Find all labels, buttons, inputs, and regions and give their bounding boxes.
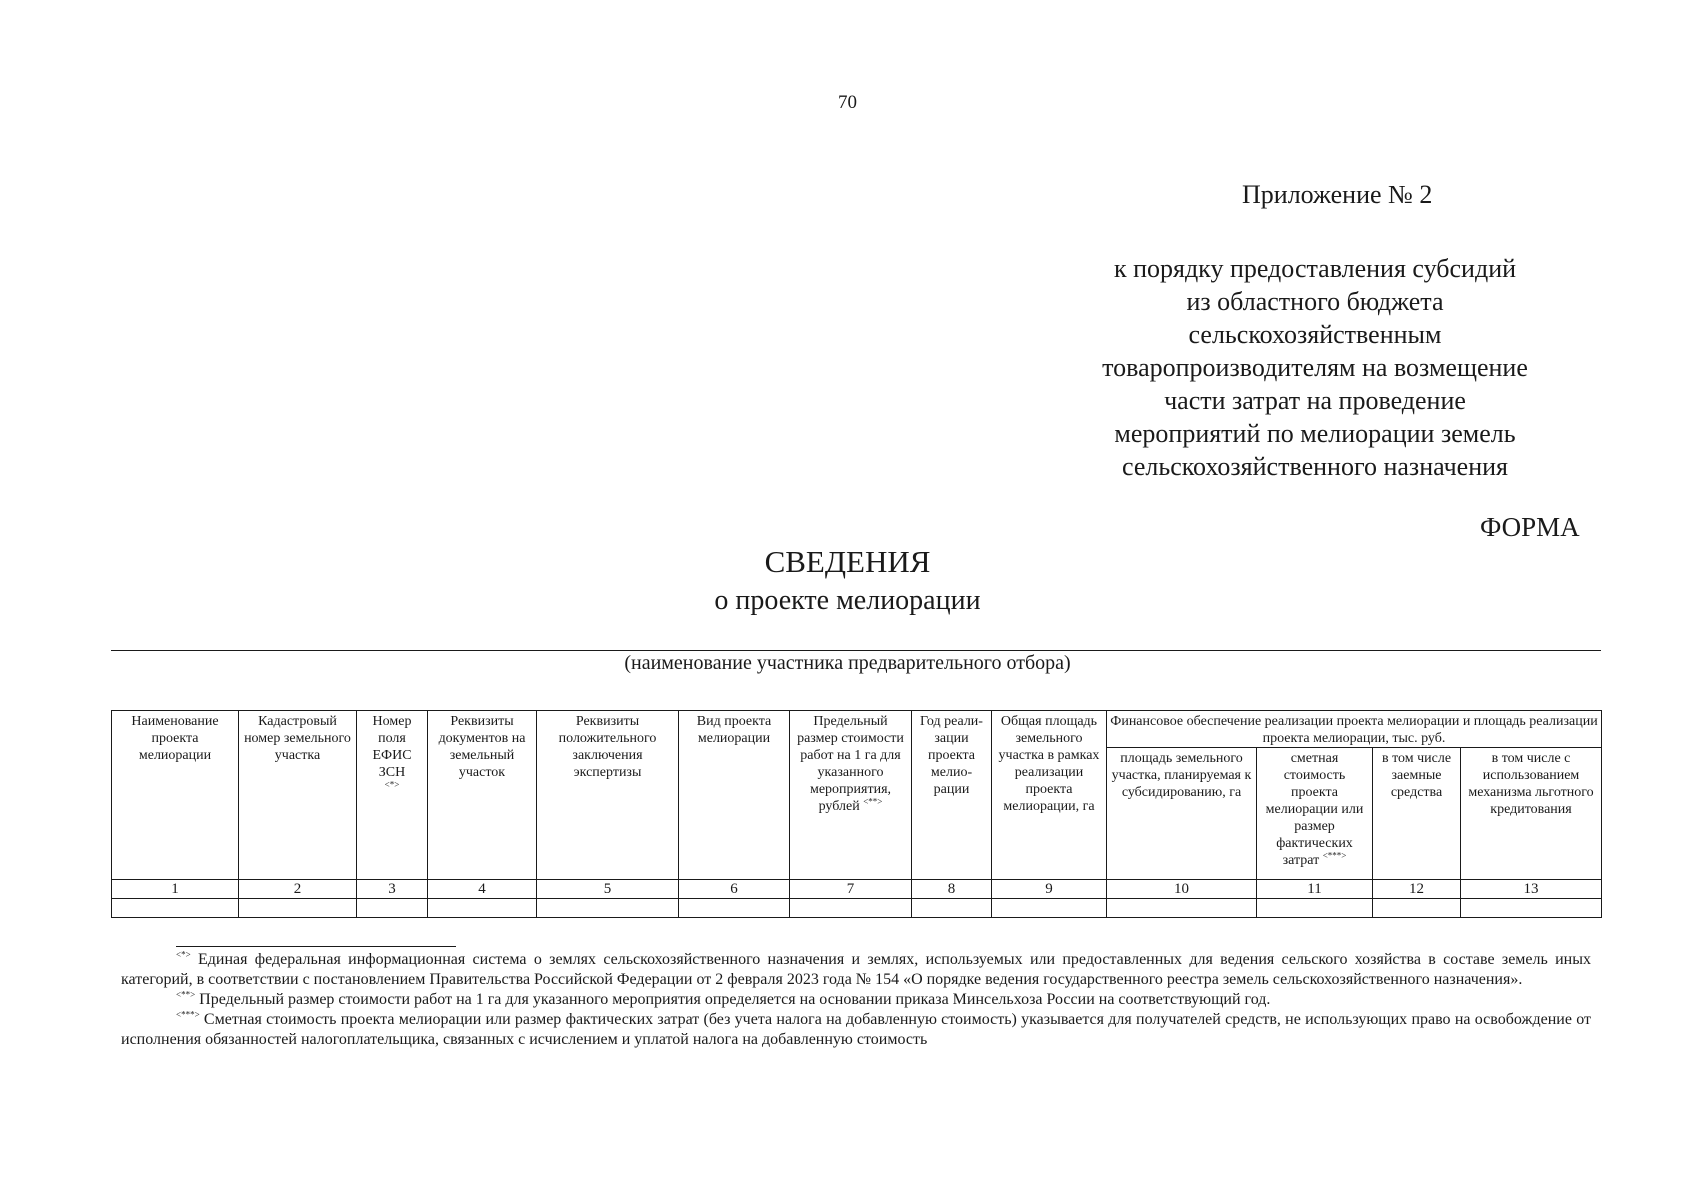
appendix-title: Приложение № 2 [1242,180,1433,209]
column-number: 10 [1107,880,1257,899]
form-label: ФОРМА [1480,512,1580,542]
footnote-3-mark: <***> [176,1009,200,1020]
column-number: 5 [537,880,679,899]
appendix-description-line: товаропроизводителям на возмещение [1102,353,1528,382]
participant-name-line [111,650,1601,651]
document-title: СВЕДЕНИЯ [764,544,931,579]
footnote-2 [121,990,1591,1010]
table-cell [992,899,1107,918]
footnote-2-text: Предельный размер стоимости работ на 1 га для указанного мероприятия определяется на основании приказа Минсельхоза России на соответствующий год. [199,991,1271,1008]
header-preferential-credit: в том числе с использованием механизма льготного кредитования [1461,748,1602,880]
header-max-cost-per-ha-text: Предельный размер стоимости работ на 1 га для указанного мероприятия, рублей [797,714,904,814]
header-cadastral-number: Кадастровый номер земельного участка [239,711,357,880]
table-cell [912,899,992,918]
footnote-separator [176,946,456,947]
column-number: 11 [1257,880,1373,899]
appendix-description-line: части затрат на проведение [1164,386,1466,415]
column-number: 9 [992,880,1107,899]
project-info-table [111,710,1602,918]
header-field-number-text: Номер поля ЕФИС ЗСН [372,714,412,780]
table-cell [1107,899,1257,918]
table-cell [790,899,912,918]
footnote-3 [121,1010,1591,1050]
footnote-ref-2: <**> [863,796,883,807]
table-row-empty [112,899,1602,918]
table-cell [239,899,357,918]
header-estimated-cost-text: сметная стоимость проекта мелиорации или размер фактических затрат [1265,751,1364,868]
footnotes [121,950,1591,1050]
page-number: 70 [838,92,857,113]
appendix-description-line: мероприятий по мелиорации земель [1114,419,1516,448]
header-implementation-year: Год реали-зации проекта мелио-рации [912,711,992,880]
header-project-name: Наименование проекта мелиорации [112,711,239,880]
table-cell [679,899,790,918]
appendix-description-line: сельскохозяйственного назначения [1121,452,1509,481]
footnote-ref-3: <***> [1322,850,1347,861]
table-cell [112,899,239,918]
column-number: 6 [679,880,790,899]
table-cell [1373,899,1461,918]
column-number: 8 [912,880,992,899]
appendix-description-line: сельскохозяйственным [1188,320,1442,349]
table-cell [428,899,537,918]
footnote-1-mark: <*> [176,949,191,960]
table-cell [1461,899,1602,918]
table-cell [1257,899,1373,918]
header-project-type: Вид проекта мелиорации [679,711,790,880]
table-cell [537,899,679,918]
footnote-3-text: Сметная стоимость проекта мелиорации или размер фактических затрат (без учета налога на добавленную стоимость) указывается для получателей средств, не использующих право на освобождение от исполнения обязанностей налогоплательщика, связанных с исчислением и уплатой налога на добавленную стоимость [121,1011,1591,1048]
appendix-description-line: к порядку предоставления субсидий [1113,254,1517,283]
appendix-description-line: из областного бюджета [1186,287,1444,316]
footnote-1-text: Единая федеральная информационная система о землях сельскохозяйственного назначения и землях, используемых или предоставленных для ведения сельского хозяйства в составе земель иных категорий, в соответствии с постановлением Правительства Российской Федерации от 2 февраля 2023 года № 154 «О порядке ведения государственного реестра земель сельскохозяйственного назначения». [121,951,1591,988]
footnote-2-mark: <**> [176,989,196,1000]
header-subsidized-area: площадь земельного участка, планируемая к субсидированию, га [1107,748,1257,880]
participant-caption: (наименование участника предварительного отбора) [624,652,1071,674]
footnote-1 [121,950,1591,990]
header-land-documents: Реквизиты документов на земельный участок [428,711,537,880]
header-expertise-details: Реквизиты положительного заключения экспертизы [537,711,679,880]
column-number: 12 [1373,880,1461,899]
header-field-number [357,711,428,880]
column-number: 13 [1461,880,1602,899]
footnote-ref-1: <*> [384,779,400,790]
column-number: 2 [239,880,357,899]
header-max-cost-per-ha [790,711,912,880]
column-number: 7 [790,880,912,899]
appendix-description [1085,252,1545,483]
header-borrowed-funds: в том числе заемные средства [1373,748,1461,880]
column-number: 3 [357,880,428,899]
column-number: 4 [428,880,537,899]
column-number: 1 [112,880,239,899]
header-total-area: Общая площадь земельного участка в рамках реализации проекта мелиорации, га [992,711,1107,880]
document-subtitle: о проекте мелиорации [714,585,981,616]
column-number-row [112,880,1602,899]
table-cell [357,899,428,918]
header-financing-group: Финансовое обеспечение реализации проекта мелиорации и площадь реализации проекта мелиорации, тыс. руб. [1107,711,1602,748]
header-estimated-cost [1257,748,1373,880]
